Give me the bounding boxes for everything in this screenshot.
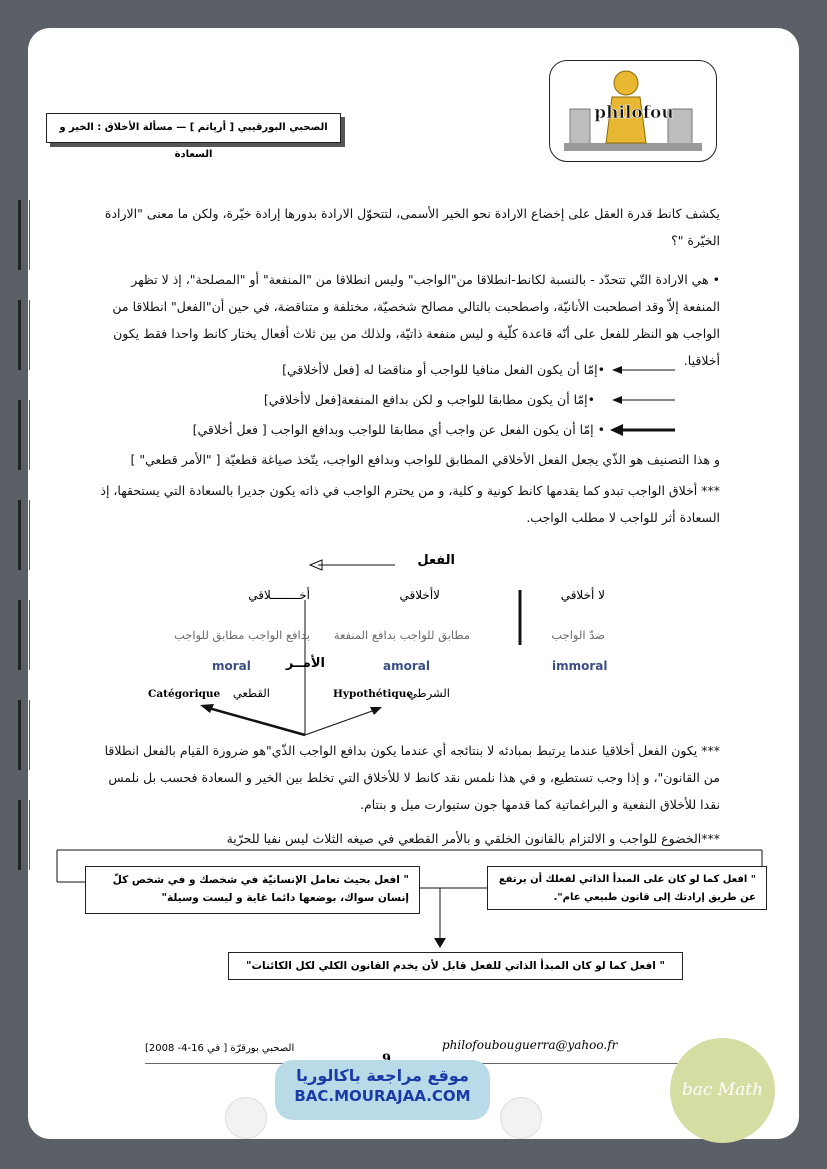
formula-right-box: " افعل كما لو كان على المبدأ الذاتي لفعلك أن يرتفع عن طريق إرادتك إلى قانون طبيعي عام".: [487, 866, 767, 910]
option-3: • إمّا أن يكون الفعل عن واجب أي مطابقا للواجب وبدافع الواجب [ فعل أخلاقي]: [192, 422, 605, 437]
paragraph-5: *** يكون الفعل أخلاقيا عندما يرتبط بمبادئه لا بنتائجه أي عندما يكون بدافع الواجب الذّي"هو ضرورة القيام بالفعل انطلاقا من القانون"، و إذا وجب تستطيع، و في هذا نلمس نقد كانط لا للأخلاق التي تخلط بين الخير و السعادة فحسب بل نلمس نقدا للأخلاق النفعية و البراغماتية كما قدمها جون ستيوارت ميل و بنتام.: [104, 743, 720, 812]
label-hypothetique-ar: الشرطي: [407, 686, 450, 700]
site-badge-icon: [225, 1097, 267, 1139]
options-arrows: [610, 355, 680, 445]
diagram-title: الفعل: [417, 553, 455, 568]
label-amoral: amoral: [383, 659, 430, 673]
label-immoral: immoral: [552, 659, 608, 673]
bacmath-logo: bac Math: [670, 1038, 775, 1143]
logo-text: philofou: [594, 103, 674, 123]
paragraph-4: *** أخلاق الواجب تبدو كما يقدمها كانط كونية و كلية، و من يحترم الواجب في ذاته يكون جديرا بالسعادة التي يستحقها، إذ السعادة أثر للواجب لا مطلب الواجب.: [100, 483, 720, 525]
paragraph-6: ***الخضوع للواجب و الالتزام بالقانون الخلقي و بالأمر القطعي في صيغه الثلاث ليس نفيا للحرّية: [226, 831, 720, 846]
header-title: الصحبي البورقيبي [ أرپاتم ] — مسألة الأخلاق : الخير و السعادة: [46, 113, 341, 143]
label-hypothetique-fr: Hypothétique: [333, 688, 414, 700]
formula-bottom-box: " افعل كما لو كان المبدأ الذاتي للفعل قابل لأن يخدم القانون الكلي لكل الكائنات": [228, 952, 683, 980]
site-banner[interactable]: [275, 1060, 490, 1120]
paragraph-3: و هذا التصنيف هو الذّي يجعل الفعل الأخلاقي المطابق للواجب وبدافع الواجب، يتّخذ صياغة قطعيّة [ "الأمر قطعي" ]: [130, 452, 720, 467]
philofou-logo: [549, 60, 717, 162]
label-categorique-ar: القطعي: [232, 686, 270, 700]
footer-email: philofoubouguerra@yahoo.fr: [442, 1038, 618, 1052]
label-amr: الأمــر: [285, 656, 325, 671]
footer-author: الصحبي بورقرّة [ في 16-4- 2008]: [145, 1043, 295, 1054]
option-2: •إمّا أن يكون مطابقا للواجب و لكن بدافع المنفعة[فعل لاأخلاقي]: [263, 392, 595, 407]
column-laakhlaqi: لاأخلاقي: [399, 588, 440, 602]
desc-akhlaqi: بدافع الواجب مطابق للواجب: [174, 628, 310, 642]
column-akhlaqi: أخــــــــلاقي: [248, 588, 310, 602]
site-badge-icon: [500, 1097, 542, 1139]
margin-decoration: [18, 300, 30, 370]
label-moral: moral: [212, 659, 251, 673]
paragraph-2: • هي الارادة التّي تتحدّد - بالنسبة لكانط-انطلاقا من"الواجب" وليس انطلاقا من "المنفعة" أو "المصلحة"، إذ لا تظهر المنفعة إلاّ وقد اصطحبت الأنانيّة، واصطحبت بالتالي مصالح شخصيّة، مختلفة و متناقضة، في حين أن"الفعل" انطلاقا من الواجب هو النظر للفعل على أنّه قاعدة كلّية و ليس منفعة ذاتيّة، ولذلك من بين ثلاث أفعال يختار كانط واحدا فقط يكون أخلاقيا.: [112, 272, 720, 368]
banner-arabic: موقع مراجعة باكالوريا: [296, 1066, 469, 1085]
paragraph-1: يكشف كانط قدرة العقل على إخضاع الارادة نحو الخير الأسمى، لتتحوّل الارادة بدورها إرادة خيّرة، ولكن ما معنى "الارادة الخيّرة "؟: [104, 206, 720, 248]
formula-left-box: " افعل بحيث تعامل الإنسانيّة في شخصك و في شخص كلّ إنسان سواك، بوضعها دائما غاية و ليست وسيلة": [85, 866, 420, 914]
margin-decoration: [18, 400, 30, 470]
desc-la-akhlaqi: ضدّ الواجب: [551, 628, 605, 642]
column-la-akhlaqi: لا أخلاقي: [560, 588, 605, 602]
banner-url: BAC.MOURAJAA.COM: [294, 1087, 471, 1105]
margin-decoration: [18, 200, 30, 270]
label-categorique-fr: Catégorique: [148, 688, 221, 700]
desc-laakhlaqi: مطابق للواجب بدافع المنفعة: [333, 628, 470, 642]
option-1: •إمّا أن يكون الفعل منافيا للواجب أو مناقضا له [فعل لاأخلاقي]: [282, 362, 605, 377]
